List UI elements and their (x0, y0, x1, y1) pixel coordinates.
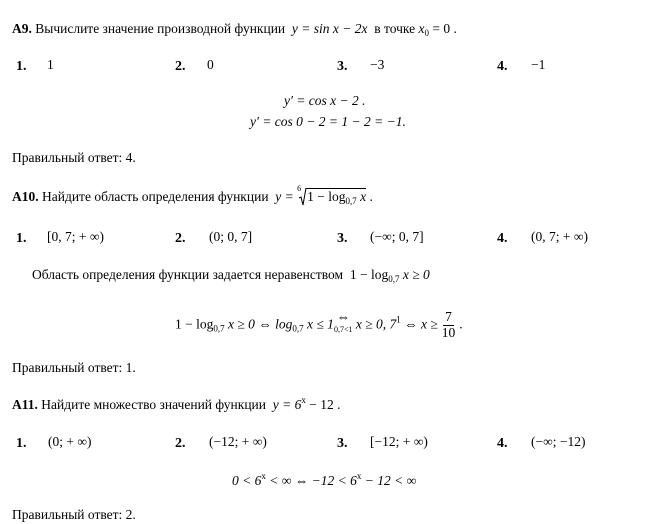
a11-option-3-num: 3. (337, 436, 348, 451)
a11-sol-a: 0 < 6 (232, 473, 262, 488)
a11-func-b: − 12 . (309, 397, 341, 412)
a10-option-2-num: 2. (175, 231, 186, 246)
a10-option-3-value: (−∞; 0, 7] (370, 229, 424, 244)
a10-chain-a: 1 − log (175, 316, 214, 332)
a9-solution-line-1 (284, 94, 366, 108)
a9-option-2-num: 2. (175, 59, 186, 74)
a10-text: Найдите область определения функции (42, 189, 269, 204)
a9-option-3-value: −3 (370, 57, 385, 72)
a10-frac-top: 7 (445, 309, 452, 324)
a11-text: Найдите множество значений функции (41, 397, 267, 412)
a10-chain-d-sup: 1 (396, 314, 401, 325)
a9-option-1-value: 1 (47, 57, 54, 72)
a10-label: A10. (12, 189, 39, 204)
a11-answer: Правильный ответ: 2. (12, 507, 136, 522)
a10-chain-end: . (459, 316, 463, 332)
a9-option-3-num: 3. (337, 59, 348, 74)
radical-sign-icon (299, 188, 307, 206)
a11-option-3-value: [−12; + ∞) (370, 434, 428, 449)
a10-option-4-num: 4. (497, 231, 508, 246)
a11-func-sup: x (301, 395, 306, 405)
a10-chain-e: ⇔ x ≥ (404, 316, 438, 332)
a9-option-1-num: 1. (16, 59, 27, 74)
a10-domain-ineq-sub: 0,7 (388, 274, 400, 284)
a10-chain-b-sub: 0,7 (292, 323, 304, 334)
a9-point-sub: 0 (424, 28, 429, 38)
a11-option-2-num: 2. (175, 436, 186, 451)
a11-option-1-value: (0; + ∞) (48, 434, 92, 449)
a10-radical (297, 184, 367, 206)
a11-sol-sup-2: x (356, 471, 362, 481)
a10-chain-under-label: 0,7<1 (333, 324, 353, 334)
a11-option-2-value: (−12; + ∞) (209, 434, 267, 449)
a9-option-4-value: −1 (531, 57, 546, 72)
a9-question (12, 22, 457, 36)
a10-func-y: y = (275, 189, 294, 204)
a10-chain-b: x ≥ 0 ⇔ log (228, 316, 293, 332)
a9-func: y = sin x − 2x (291, 21, 368, 36)
a10-domain-ineq-a: 1 − log (349, 267, 389, 282)
a9-answer: Правильный ответ: 4. (12, 150, 136, 165)
a11-func-a: y = 6 (272, 397, 302, 412)
a10-root-index: 6 (297, 184, 302, 193)
a11-label: A11. (12, 397, 38, 412)
a10-chain-arrow: ⇔ (336, 309, 350, 324)
a11-sol-b: < ∞ ⇔ −12 < 6 (269, 473, 357, 488)
a10-chain-a-sub: 0,7 (213, 323, 225, 334)
a9-solution-2-text: y′ = cos 0 − 2 = 1 − 2 = −1. (250, 114, 406, 129)
a10-domain-text: Область определения функции задается неравенством (32, 267, 344, 282)
a10-option-1-num: 1. (16, 231, 27, 246)
a10-frac-bottom: 10 (441, 324, 456, 340)
a10-func-end: . (369, 189, 373, 204)
a10-root-var: x (360, 189, 367, 204)
a10-option-3-num: 3. (337, 231, 348, 246)
a10-solution-chain (175, 310, 463, 341)
a10-root-content: 1 − log (307, 189, 346, 204)
a10-chain-implication (334, 310, 353, 334)
a10-chain-c: x ≤ 1 (307, 316, 334, 332)
a10-chain-d: x ≥ 0, 7 (355, 316, 397, 332)
a10-option-4-value: (0, 7; + ∞) (531, 229, 588, 244)
a9-solution-line-2 (250, 115, 406, 129)
a10-domain-statement (32, 268, 430, 282)
a11-sol-c: − 12 < ∞ (364, 473, 417, 488)
a9-text: Вычислите значение производной функции (35, 21, 286, 36)
a9-point-val: = 0 . (432, 21, 457, 36)
a11-option-4-num: 4. (497, 436, 508, 451)
a10-answer: Правильный ответ: 1. (12, 360, 136, 375)
a10-domain-ineq-b: x ≥ 0 (402, 267, 430, 282)
a9-point-text: в точке (374, 21, 416, 36)
a10-option-2-value: (0; 0, 7] (209, 229, 253, 244)
a11-option-1-num: 1. (16, 436, 27, 451)
a9-point-var: x (418, 21, 425, 36)
a10-option-1-value: [0, 7; + ∞) (47, 229, 104, 244)
a10-question (12, 184, 373, 206)
a10-root-sub: 0,7 (345, 196, 357, 206)
a11-sol-sup-1: x (261, 471, 266, 481)
a11-solution (232, 471, 417, 488)
a9-label: A9. (12, 21, 32, 36)
a11-question (12, 395, 341, 412)
a9-option-4-num: 4. (497, 59, 508, 74)
a9-solution-1-text: y′ = cos x − 2 . (284, 93, 366, 108)
a10-chain-fraction (440, 310, 458, 341)
a11-option-4-value: (−∞; −12) (531, 434, 586, 449)
a9-option-2-value: 0 (207, 57, 214, 72)
